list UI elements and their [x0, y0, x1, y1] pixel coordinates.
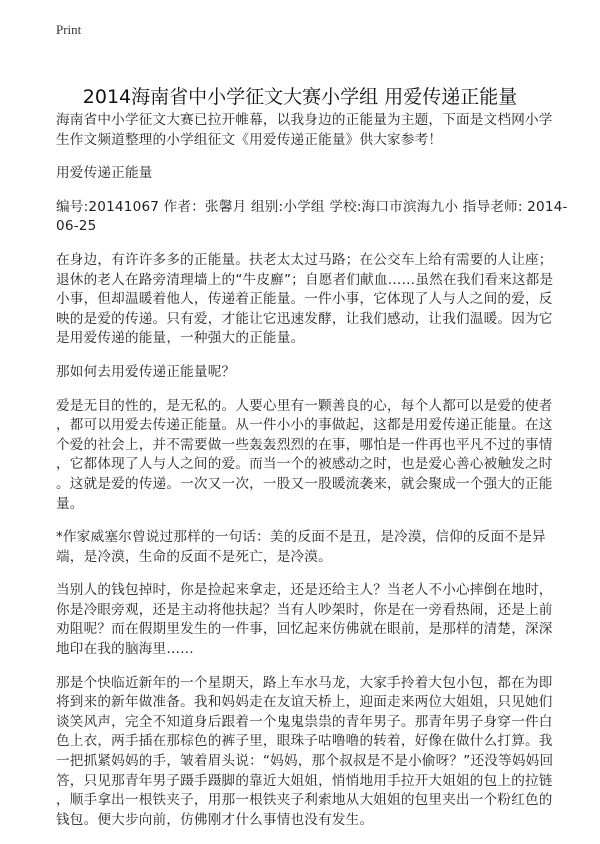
quote-paragraph	[56, 528, 556, 567]
text-line: 答，只见那青年男子蹑手蹑脚的靠近大姐姐，悄悄地用手拉开大姐姐的包上的拉链	[56, 772, 553, 789]
text-line: 个爱的社会上，并不需要做一些轰轰烈烈的在事，哪怕是一件再也平凡不过的事情	[56, 436, 553, 453]
text-line: 小事，但却温暖着他人，传递着正能量。一件小事，它体现了人与人之间的爱，反	[56, 291, 553, 308]
text-line: 06-25	[56, 218, 97, 235]
text-line: 一把抓紧妈妈的手，皱着眉头说：“妈妈，那个叔叔是不是小偷呀？”还没等妈妈回	[56, 753, 554, 770]
document-body	[56, 111, 568, 844]
paragraph	[56, 674, 556, 831]
text-line: 那是个快临近新年的一个星期天，路上车水马龙，大家手拎着大包小包，都在为即	[56, 674, 553, 691]
text-line: ，顺手拿出一根铁夹子，用那一根铁夹子利索地从大姐姐的包里夹出一个粉红色的	[56, 792, 553, 809]
paragraph	[56, 251, 556, 349]
essay-meta	[56, 198, 568, 237]
text-line: 编号:20141067 作者：张馨月 组别:小学组 学校:海口市滨海九小 指导老师: 2014-	[56, 198, 568, 215]
text-line: 钱包。便大步向前，仿佛刚才什么事情也没有发生。	[56, 811, 374, 828]
intro-paragraph	[56, 111, 556, 150]
text-line: 退休的老人在路旁清理墙上的“牛皮廯”；自愿者们献血……虽然在我们看来这都是	[56, 271, 554, 288]
text-line: ，它都体现了人与人之间的爱。而当一个的被感动之时，也是爱心善心被触发之时	[56, 456, 553, 473]
text-line: 劝阻呢？而在假期里发生的一件事，回忆起来仿佛就在眼前，是那样的清楚，深深	[56, 621, 553, 638]
text-line: ，都可以用爱去传递正能量。从一件小小的事做起，这都是用爱传递正能量。在这	[56, 417, 553, 434]
paragraph	[56, 397, 556, 515]
text-line: 将到来的新年做准备。我和妈妈走在友谊天桥上，迎面走来两位大姐姐，只见她们	[56, 694, 553, 711]
text-line: 映的是爱的传递。只有爱，才能让它迅速发酵，让我们感动，让我们温暖。因为它	[56, 310, 553, 327]
text-line: 生作文频道整理的小学组征文《用爱传递正能量》供大家参考！	[56, 131, 443, 148]
text-line: 用爱传递正能量	[56, 165, 153, 182]
text-line: 海南省中小学征文大赛已拉开帷幕，以我身边的正能量为主题，下面是文档网小学	[56, 112, 553, 128]
text-line: 当别人的钱包掉时，你是捡起来拿走，还是还给主人？当老人不小心摔倒在地时，	[56, 582, 553, 599]
text-line: 你是冷眼旁观，还是主动将他扶起？当有人吵架时，你是在一旁看热闹，还是上前	[56, 601, 553, 618]
text-line: 是用爱传递的能量，一种强大的正能量。	[56, 330, 305, 347]
text-line: 。这就是爱的传递。一次又一次，一股又一股暖流袭来，就会聚成一个强大的正能	[56, 475, 553, 492]
text-line: 那如何去用爱传递正能量呢？	[56, 363, 236, 380]
text-line: 色上衣，两手插在那棕色的裤子里，眼珠子咕噜噜的转着，好像在做什么打算。我	[56, 733, 553, 750]
text-line: *作家威塞尔曾说过那样的一句话：美的反面不是丑，是冷漠，信仰的反面不是异	[56, 529, 546, 546]
paragraph	[56, 581, 556, 659]
question-heading	[56, 363, 556, 383]
text-line: 地印在我的脑海里……	[56, 641, 194, 658]
text-line: 爱是无目的性的，是无私的。人要心里有一颗善良的心，每个人都可以是爱的使者	[56, 397, 553, 414]
print-label: Print	[56, 22, 82, 37]
text-line: 谈笑风声，完全不知道身后跟着一个鬼鬼祟祟的青年男子。那青年男子身穿一件白	[56, 713, 553, 730]
text-line: 在身边，有许许多多的正能量。扶老太太过马路；在公交车上给有需要的人让座；	[56, 251, 553, 268]
text-line: 端，是冷漠，生命的反面不是死亡，是冷漠。	[56, 548, 332, 565]
text-line: 量。	[56, 495, 84, 512]
essay-heading	[56, 164, 556, 184]
document-title: 2014海南省中小学征文大赛小学组 用爱传递正能量	[82, 86, 518, 108]
